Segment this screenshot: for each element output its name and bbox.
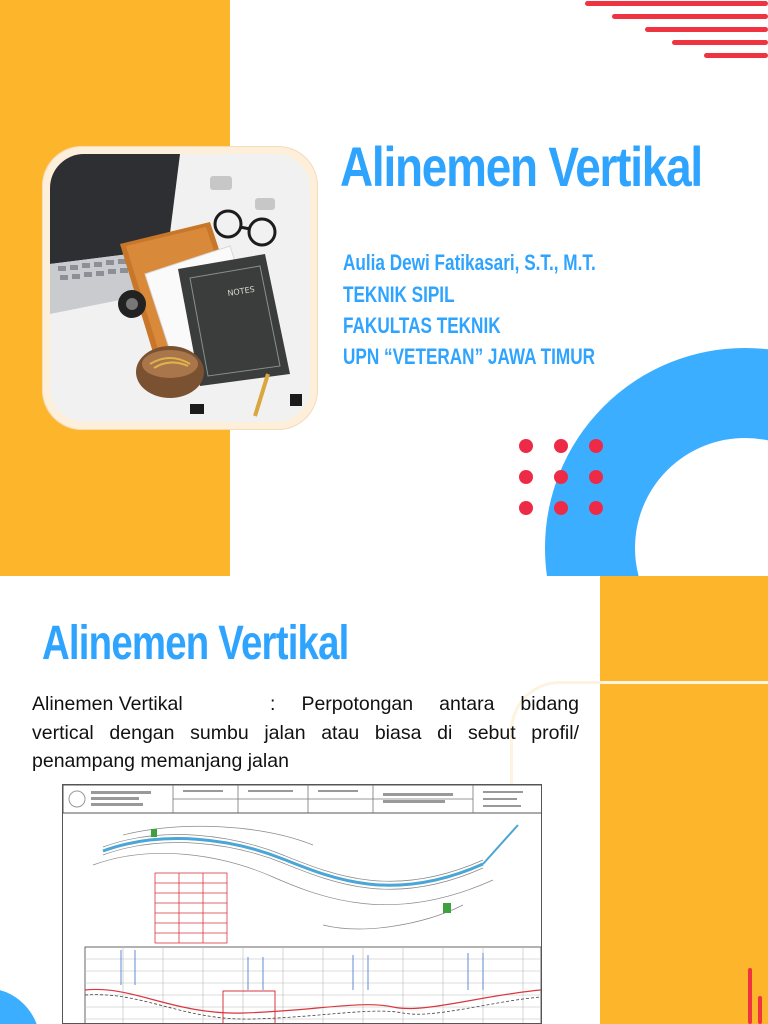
definition-paragraph: [32, 690, 579, 776]
definition-separator: :: [270, 693, 276, 715]
definition-text: Perpotongan antara bidang vertical dengan sumbu jalan atau biasa di sebut profil/ penampang memanjang jalan: [32, 693, 579, 772]
department-name: TEKNIK SIPIL: [343, 282, 455, 307]
faculty-name: FAKULTAS TEKNIK: [343, 313, 501, 338]
slide-title: Alinemen Vertikal: [340, 135, 702, 198]
slide-title: Alinemen Vertikal: [42, 617, 349, 670]
red-bar-decoration: [748, 968, 752, 1024]
content-slide: [0, 576, 768, 1024]
red-bar-decoration: [758, 996, 762, 1024]
author-name: Aulia Dewi Fatikasari, S.T., M.T.: [343, 250, 596, 275]
definition-term: Alinemen Vertikal: [32, 693, 183, 715]
road-profile-drawing: [62, 784, 542, 1024]
university-name: UPN “VETERAN” JAWA TIMUR: [343, 344, 596, 369]
blue-corner-decoration: [0, 988, 40, 1024]
notebook-label: NOTES: [226, 284, 256, 298]
